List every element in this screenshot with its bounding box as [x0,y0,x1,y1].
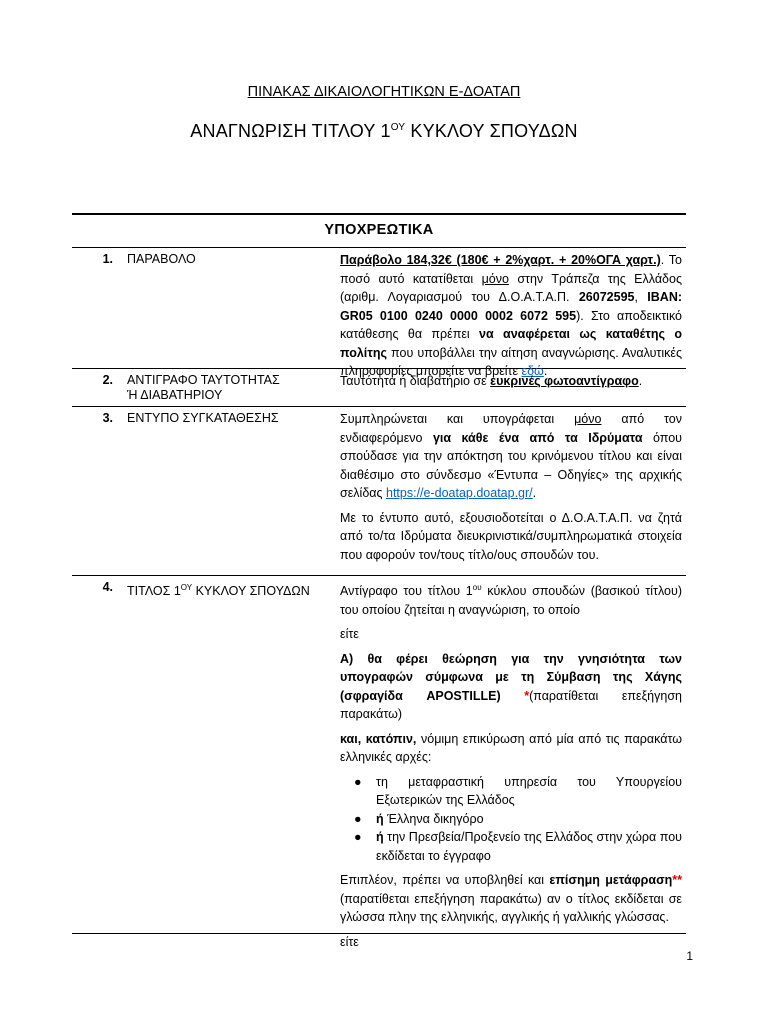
page-number: 1 [686,949,693,963]
document-subtitle: ΑΝΑΓΝΩΡΙΣΗ ΤΙΤΛΟΥ $1^{O\Upsilon}$ ΚΥΚΛΟΥ ΣΠΟΥΔΩΝ [190,121,578,141]
list-item: ● ή Έλληνα δικηγόρο [340,810,682,829]
row-description: Αντίγραφο του τίτλου $1^{o\upsilon}$ κύκλου σπουδών (βασικού τίτλου) του οποίου ζητείται η αναγνώριση, το οποίο είτε Α) θα φέρει θεώρηση για την γνησιότητα των υπογραφών σύμφωνα με τη Σύμβαση της Χάγης (σφραγίδα APOSTILLE) *(παρατίθεται επεξήγηση παρακάτω) και, κατόπιν, νόμιμη επικύρωση από μία από τις παρακάτω ελληνικές αρχές: ● τη μεταφραστική υπηρεσία του Υπουργείου Εξωτερικών της Ελλάδος ● ή Έλληνα δικηγόρο ● ή την Πρεσβεία/Προξενείο της Ελλάδος στην χώρα που εκδίδεται το έγγραφο Επιπλέον, πρέπει να υποβληθεί και επίσημη μετάφραση**(παρατίθεται επεξήγηση παρακάτω) αν ο τίτλος εκδίδεται σε γλώσσα πλην της ελληνικής, αγγλικής ή γαλλικής γλώσσας. είτε [340,583,683,949]
row-description: Συμπληρώνεται και υπογράφεται μόνο από τον ενδιαφερόμενο για κάθε ένα από τα Ιδρύματα όπου σπούδασε για την απόκτηση του κρινόμενου τίτλου και είναι διαθέσιμο στο σύνδεσμο «Έντυπα – Οδηγίες» της αρχικής σελίδας https://e-doatap.doatap.gr/. Με το έντυπο αυτό, εξουσιοδοτείται ο Δ.Ο.Α.Τ.Α.Π. να ζητά από το/τα Ιδρύματα διευκρινιστικά/συμπληρωματικά στοιχεία που αφορούν τον/τους τίτλο/ους σπουδών του. [340,412,682,562]
table-header-mandatory: ΥΠΟΧΡΕΩΤΙΚΑ [72,215,686,248]
row-item-fee: ΠΑΡΑΒΟΛΟ [127,252,196,266]
table-row [72,407,686,576]
row-item-degree: ΤΙΤΛΟΣ $1^{O\Upsilon}$ ΚΥΚΛΟΥ ΣΠΟΥΔΩΝ [127,583,310,598]
table-row [72,369,686,407]
requirements-table [72,213,686,949]
bullet-icon: ● [354,811,362,826]
table-row [72,248,686,378]
authorities-list [340,773,682,866]
doatap-website-link[interactable]: https://e-doatap.doatap.gr/ [386,486,533,500]
document-title: ΠΙΝΑΚΑΣ ΔΙΚΑΙΟΛΟΓΗΤΙΚΩΝ Ε-ΔΟΑΤΑΠ [247,84,521,100]
list-item: ● ή την Πρεσβεία/Προξενείο της Ελλάδος στην χώρα που εκδίδεται το έγγραφο [354,830,682,863]
bullet-icon: ● [354,830,362,844]
row-number: 4. [102,580,113,594]
row-number: 2. [102,373,113,387]
bullet-icon: ● [354,774,362,789]
row-item-id-copy: ΑΝΤΙΓΡΑΦΟ ΤΑΥΤΟΤΗΤΑΣ Ή ΔΙΑΒΑΤΗΡΙΟΥ [127,373,280,402]
row-item-consent-form: ΕΝΤΥΠΟ ΣΥΓΚΑΤΑΘΕΣΗΣ [127,411,279,425]
row-number: 1. [102,252,113,266]
row-description: Παράβολο 184,32€ (180€ + 2%χαρτ. + 20%ΟΓΑ χαρτ.). Το ποσό αυτό κατατίθεται μόνο στην Τράπεζα της Ελλάδος (αριθμ. Λογαριασμού του Δ.Ο.Α.Τ.Α.Π. 26072595, IBAN: GR05 0100 0240 0000 0002 6072 595). Στο αποδεικτικό κατάθεσης θα πρέπει να αναφέρεται ως καταθέτης ο πολίτης που υποβάλλει την αίτηση αναγνώρισης. Αναλυτικές πληροφορίες μπορείτε να βρείτε εδώ. [340,253,683,378]
fee-info-link[interactable]: εδώ [521,364,544,378]
list-item: ● τη μεταφραστική υπηρεσία του Υπουργείου Εξωτερικών της Ελλάδος [354,774,682,807]
row-description: Ταυτότητα ή διαβατήριο σε ευκρινές φωτοαντίγραφο. [340,374,643,388]
row-number: 3. [102,411,113,425]
table-row [72,576,686,949]
